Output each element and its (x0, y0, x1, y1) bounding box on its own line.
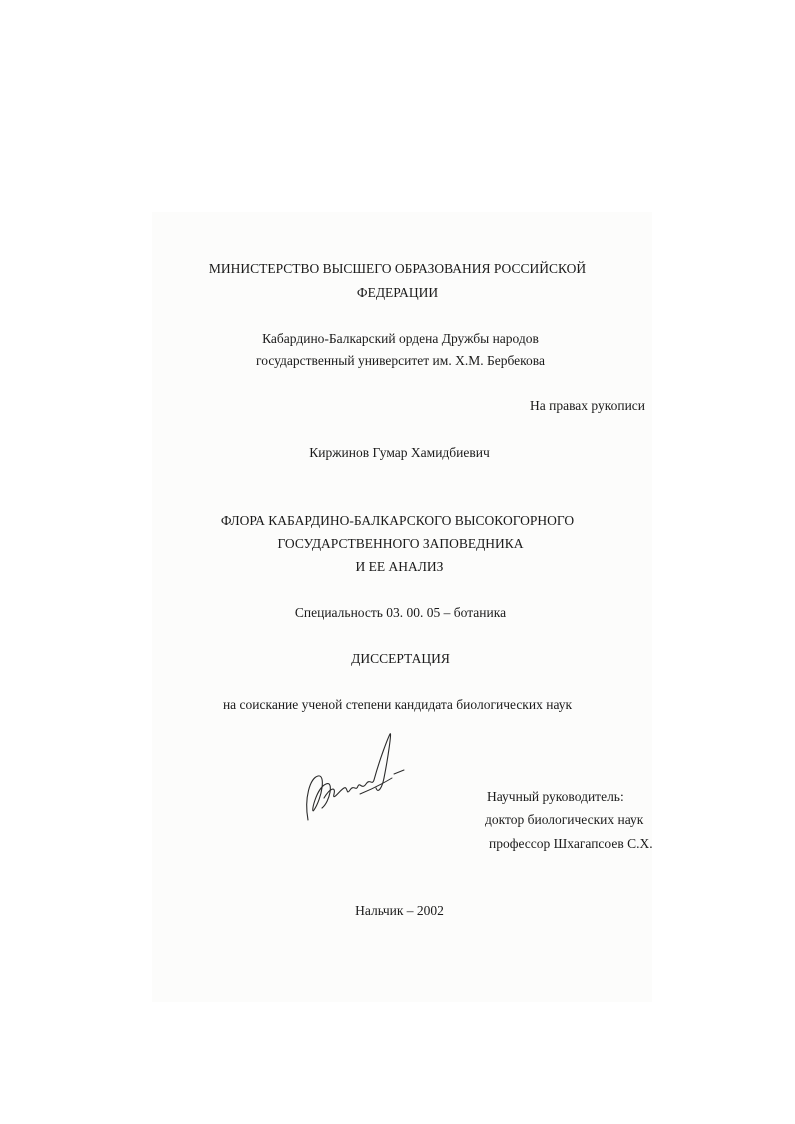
university-line-2: государственный университет им. Х.М. Бербекова (256, 353, 545, 368)
specialty: Специальность 03. 00. 05 – ботаника (294, 605, 507, 620)
title-line-1: ФЛОРА КАБАРДИНО-БАЛКАРСКОГО ВЫСОКОГОРНОГО (220, 513, 575, 528)
supervisor-degree: доктор биологических наук (485, 812, 644, 827)
supervisor-name: профессор Шхагапсоев С.Х. (489, 836, 653, 851)
manuscript-note: На правах рукописи (530, 398, 646, 413)
title-line-2: ГОСУДАРСТВЕННОГО ЗАПОВЕДНИКА (277, 536, 524, 551)
ministry-line-1: МИНИСТЕРСТВО ВЫСШЕГО ОБРАЗОВАНИЯ РОССИЙСКОЙ (208, 261, 587, 276)
author-signature (300, 728, 410, 828)
city-year: Нальчик – 2002 (355, 903, 444, 918)
university-line-1: Кабардино-Балкарский ордена Дружбы народов (262, 331, 539, 346)
title-line-3: И ЕЕ АНАЛИЗ (355, 559, 444, 574)
degree-sought: на соискание ученой степени кандидата биологических наук (222, 697, 573, 712)
author-name: Киржинов Гумар Хамидбиевич (309, 445, 490, 460)
supervisor-label: Научный руководитель: (487, 789, 624, 804)
document-type: ДИССЕРТАЦИЯ (351, 651, 450, 666)
ministry-line-2: ФЕДЕРАЦИИ (356, 285, 439, 300)
